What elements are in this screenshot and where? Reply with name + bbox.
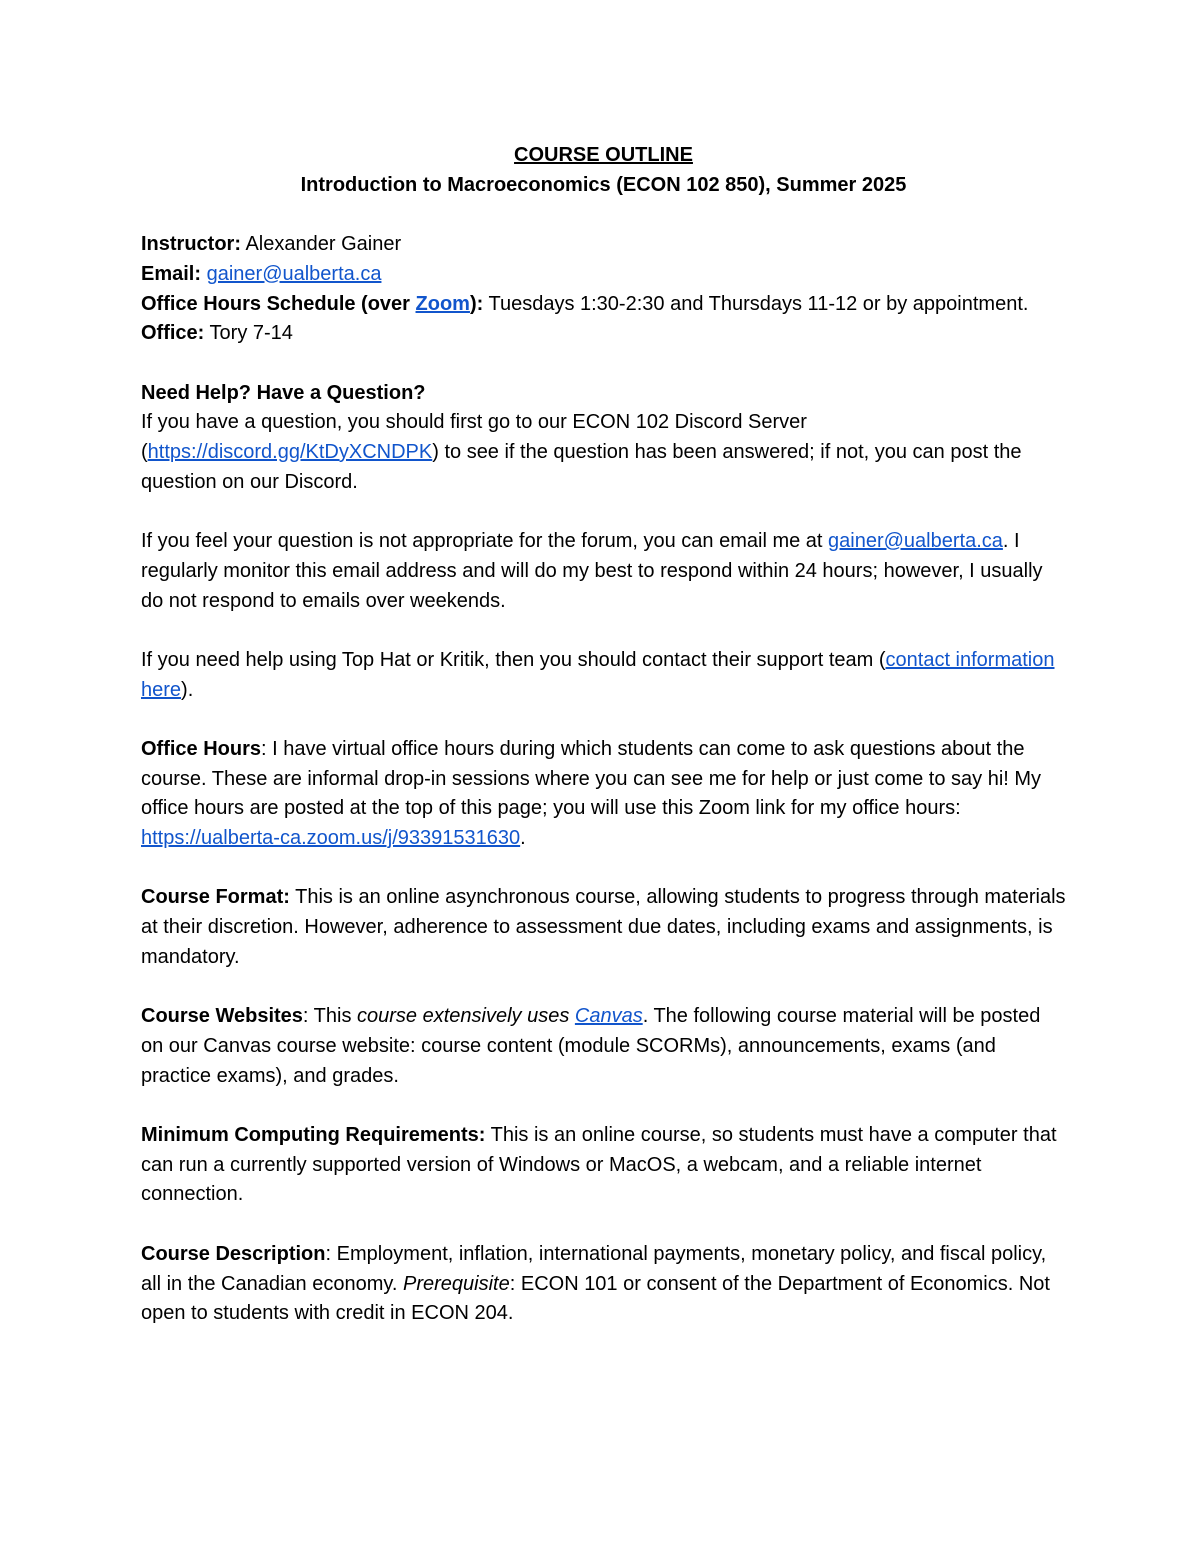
computing-requirements-paragraph <box>141 1121 1066 1210</box>
instructor-label: Instructor: <box>141 233 241 256</box>
help-paragraph-discord <box>141 408 1066 497</box>
spacer <box>141 349 1066 379</box>
document-body <box>141 141 1066 1329</box>
office-hours-schedule-line <box>141 290 1066 320</box>
office-line <box>141 319 1066 349</box>
office-hours-label: Office Hours <box>141 737 262 760</box>
email-link[interactable]: gainer@ualberta.ca <box>206 262 382 285</box>
help-heading <box>141 379 1066 409</box>
instructor-value: Alexander Gainer <box>241 233 402 256</box>
course-websites-text-a: : This <box>302 1005 357 1028</box>
course-description-text-b: : ECON 101 or consent of the Department of Economics. Not open to students with credit in ECON 204. <box>141 1272 1050 1325</box>
course-websites-paragraph <box>141 1002 1066 1091</box>
course-format-text: This is an online asynchronous course, allowing students to progress through materials at their discretion. However, adherence to assessment due dates, including exams and assignments, is mandatory. <box>141 886 1066 968</box>
help-paragraph-email <box>141 527 1066 616</box>
computing-requirements-label: Minimum Computing Requirements: <box>141 1124 486 1147</box>
course-websites-italic: course extensively uses <box>357 1005 575 1028</box>
help-p2-text-a: If you feel your question is not appropriate for the forum, you can email me at <box>141 530 829 553</box>
spacer <box>141 497 1066 527</box>
email-label: Email: <box>141 262 202 285</box>
help-p1-text-b: ) to see if the question has been answered; if not, you can post the question on our Discord. <box>141 441 1022 493</box>
spacer <box>141 1091 1066 1121</box>
help-p2-text-b: . I regularly monitor this email address and will do my best to respond within 24 hours; however, I usually do not respond to emails over weekends. <box>141 530 1043 612</box>
help-paragraph-support <box>141 646 1066 705</box>
spacer <box>141 973 1066 1003</box>
help-heading-text: Need Help? Have a Question? <box>141 381 426 404</box>
email-link-inline[interactable]: gainer@ualberta.ca <box>828 530 1003 553</box>
course-description-label: Course Description <box>141 1242 326 1265</box>
document-title: COURSE OUTLINE <box>514 144 693 166</box>
course-description-text-a: : Employment, inflation, international payments, monetary policy, and fiscal policy, all in the Canadian economy. <box>141 1242 1047 1295</box>
spacer <box>141 616 1066 646</box>
canvas-link[interactable]: Canvas <box>574 1005 643 1028</box>
help-p3-text-b: ). <box>181 678 194 701</box>
office-hours-text-a: : I have virtual office hours during which students can come to ask questions about the course. These are informal drop-in sessions where you can see me for help or just come to say hi! My office hours are posted at the top of this page; you will use this Zoom link for my office hours: <box>141 737 1042 820</box>
contact-information-link[interactable]: contact information here <box>141 648 1055 701</box>
computing-requirements-text: This is an online course, so students must have a computer that can run a currently supported version of Windows or MacOS, a webcam, and a reliable internet connection. <box>141 1124 1057 1206</box>
office-hours-text-b: . <box>520 827 526 850</box>
course-format-label: Course Format: <box>141 886 290 909</box>
spacer <box>141 705 1066 735</box>
office-hours-label-pre: Office Hours Schedule (over <box>141 292 416 315</box>
course-websites-label: Course Websites <box>141 1005 303 1028</box>
zoom-link[interactable]: Zoom <box>415 292 470 315</box>
zoom-meeting-link[interactable]: https://ualberta-ca.zoom.us/j/93391531630 <box>141 827 521 850</box>
office-hours-schedule-value: Tuesdays 1:30-2:30 and Thursdays 11-12 or by appointment. <box>483 292 1029 315</box>
spacer <box>141 200 1066 230</box>
course-websites-text-b: . The following course material will be posted on our Canvas course website: course content (module SCORMs), announcements, exams (and practice exams), and grades. <box>141 1005 1041 1087</box>
email-line <box>141 260 1066 290</box>
course-description-paragraph <box>141 1240 1066 1329</box>
document-subtitle: Introduction to Macroeconomics (ECON 102 850), Summer 2025 <box>300 173 907 196</box>
office-value: Tory 7-14 <box>204 322 293 345</box>
course-format-paragraph <box>141 883 1066 972</box>
office-hours-label-post: ): <box>469 292 484 315</box>
spacer <box>141 1210 1066 1240</box>
prerequisite-label: Prerequisite <box>403 1272 510 1295</box>
office-hours-paragraph <box>141 735 1066 854</box>
help-p3-text-a: If you need help using Top Hat or Kritik, then you should contact their support team ( <box>141 648 886 671</box>
office-hours-schedule-label <box>141 293 483 315</box>
office-label: Office: <box>141 322 205 345</box>
spacer <box>141 854 1066 884</box>
instructor-line <box>141 230 1066 260</box>
help-p1-text-a: If you have a question, you should first go to our ECON 102 Discord Server ( <box>141 411 807 463</box>
discord-link[interactable]: https://discord.gg/KtDyXCNDPK <box>147 441 433 463</box>
